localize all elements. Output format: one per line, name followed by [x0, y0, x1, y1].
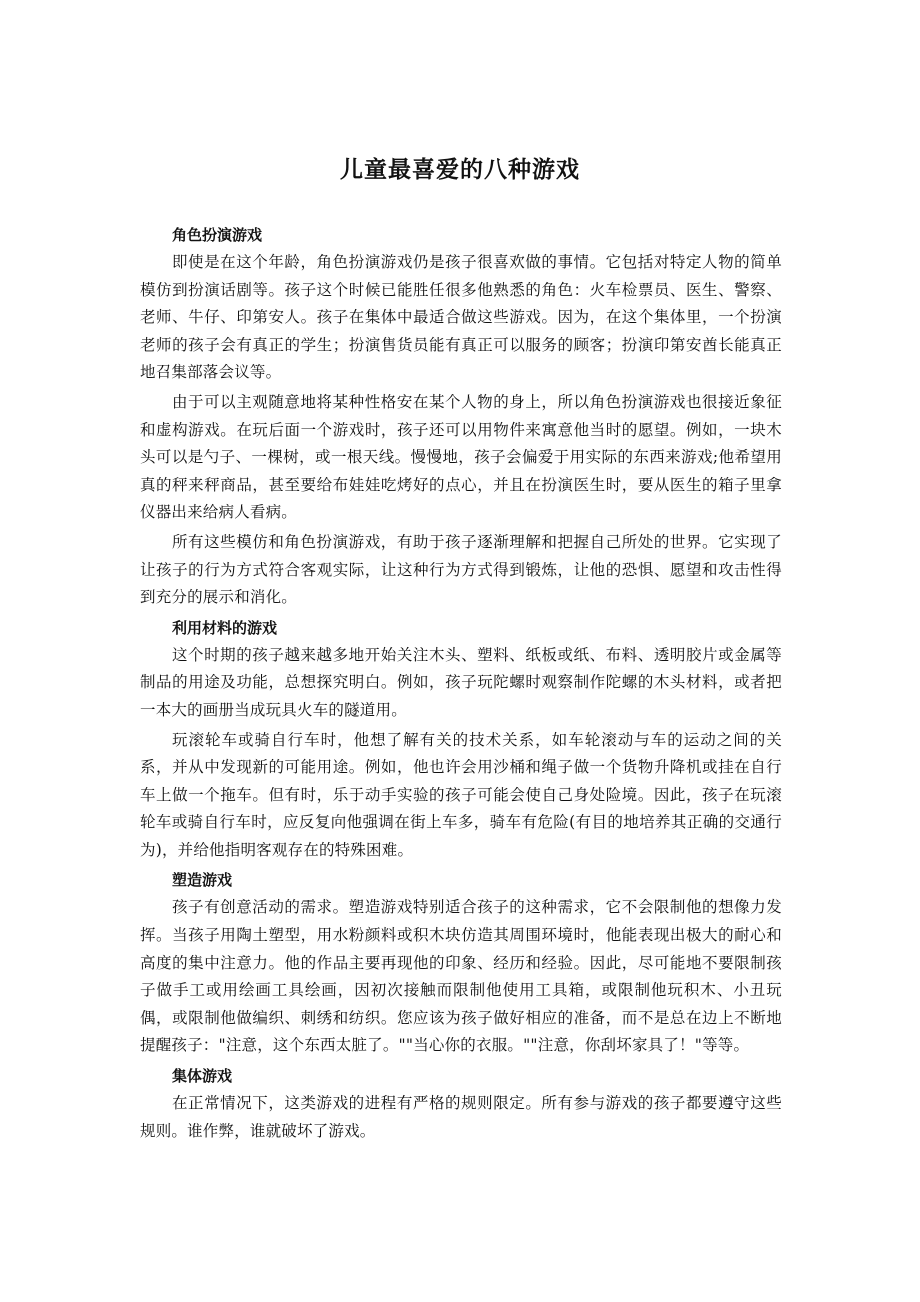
paragraph: 所有这些模仿和角色扮演游戏，有助于孩子逐渐理解和把握自己所处的世界。它实现了让孩子的行为方式符合客观实际，让这种行为方式得到锻炼，让他的恐惧、愿望和攻击性得到充分的展示和消化。: [140, 532, 782, 607]
section-role-play: [140, 221, 782, 612]
section-shaping: [140, 866, 782, 1060]
section-group-games: [140, 1062, 782, 1145]
section-heading: 角色扮演游戏: [172, 226, 263, 244]
paragraph: 玩滚轮车或骑自行车时，他想了解有关的技术关系，如车轮滚动与车的运动之间的关系，并从中发现新的可能用途。例如，他也许会用沙桶和绳子做一个货物升降机或挂在自行车上做一个拖车。但有时，乐于动手实验的孩子可能会使自己身处险境。因此，孩子在玩滚轮车或骑自行车时，应反复向他强调在街上车多，骑车有危险(有目的地培养其正确的交通行为)，并给他指明客观存在的特殊困难。: [140, 730, 782, 859]
section-materials: [140, 614, 782, 865]
paragraph: 这个时期的孩子越来越多地开始关注木头、塑料、纸板或纸、布料、透明胶片或金属等制品的用途及功能，总想探究明白。例如，孩子玩陀螺时观察制作陀螺的木头材料，或者把一本大的画册当成玩具火车的隧道用。: [140, 645, 782, 719]
paragraph: 孩子有创意活动的需求。塑造游戏特别适合孩子的这种需求，它不会限制他的想像力发挥。当孩子用陶土塑型，用水粉颜料或积木块仿造其周围环境时，他能表现出极大的耐心和高度的集中注意力。他的作品主要再现他的印象、经历和经验。因此，尽可能地不要限制孩子做手工或用绘画工具绘画，因初次接触而限制他使用工具箱，或限制他玩积木、小丑玩偶，或限制他做编织、刺绣和纺织。您应该为孩子做好相应的准备，而不是总在边上不断地提醒孩子："注意，这个东西太脏了。""当心你的衣服。""注意，你刮坏家具了！"等等。: [140, 898, 782, 1055]
page-title: 儿童最喜爱的八种游戏: [340, 157, 580, 183]
section-heading: 集体游戏: [172, 1067, 233, 1086]
document-body: [140, 221, 782, 1147]
paragraph: 在正常情况下，这类游戏的进程有严格的规则限定。所有参与游戏的孩子都要遵守这些规则。谁作弊，谁就破坏了游戏。: [140, 1094, 782, 1140]
section-heading: 塑造游戏: [172, 871, 233, 890]
section-heading: 利用材料的游戏: [172, 618, 278, 637]
paragraph: 即使是在这个年龄，角色扮演游戏仍是孩子很喜欢做的事情。它包括对特定人物的简单模仿到扮演话剧等。孩子这个时候已能胜任很多他熟悉的角色：火车检票员、医生、警察、老师、牛仔、印第安人。孩子在集体中最适合做这些游戏。因为，在这个集体里，一个扮演老师的孩子会有真正的学生；扮演售货员能有真正可以服务的顾客；扮演印第安酋长能真正地召集部落会议等。: [140, 253, 782, 382]
paragraph: 由于可以主观随意地将某种性格安在某个人物的身上，所以角色扮演游戏也很接近象征和虚构游戏。在玩后面一个游戏时，孩子还可以用物件来寓意他当时的愿望。例如，一块木头可以是勺子、一棵树，或一根天线。慢慢地，孩子会偏爱于用实际的东西来游戏;他希望用真的秤来秤商品，甚至要给布娃娃吃烤好的点心，并且在扮演医生时，要从医生的箱子里拿仪器出来给病人看病。: [140, 392, 782, 522]
